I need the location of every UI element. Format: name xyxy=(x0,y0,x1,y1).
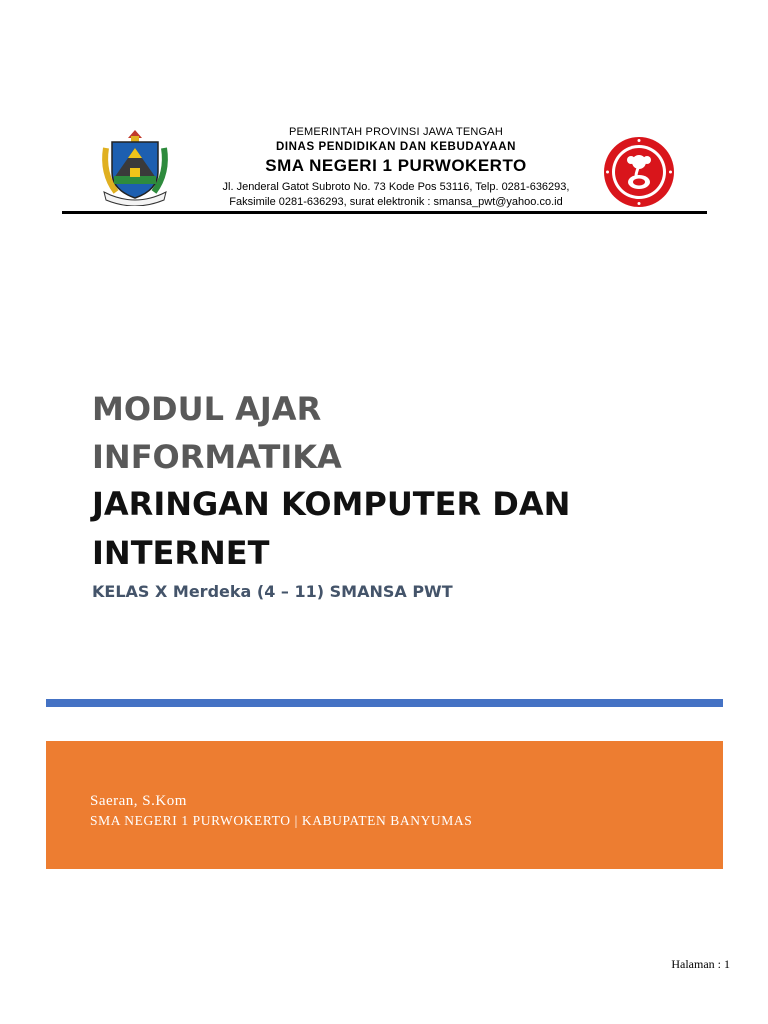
department-name: DINAS PENDIDIKAN DAN KEBUDAYAAN xyxy=(275,141,517,153)
author-name: Saeran, S.Kom xyxy=(90,793,187,809)
author-box xyxy=(46,741,723,869)
accent-divider xyxy=(46,699,723,707)
school-address: Jl. Jenderal Gatot Subroto No. 73 Kode Pos 53116, Telp. 0281-636293, xyxy=(222,181,570,193)
school-name: SMA NEGERI 1 PURWOKERTO xyxy=(265,156,527,175)
school-seal-icon xyxy=(603,136,675,208)
central-java-emblem-icon xyxy=(98,128,172,206)
school-contact: Faksimile 0281-636293, surat elektronik : smansa_pwt@yahoo.co.id xyxy=(229,196,563,208)
government-name: PEMERINTAH PROVINSI JAWA TENGAH xyxy=(288,126,503,138)
module-title-line1: MODUL AJAR xyxy=(92,390,322,428)
letterhead-divider xyxy=(62,211,707,214)
topic-title-line1: JARINGAN KOMPUTER DAN xyxy=(92,485,571,523)
page-number: Halaman : 1 xyxy=(671,957,730,971)
module-title-line2: INFORMATIKA xyxy=(92,438,342,476)
author-organization: SMA NEGERI 1 PURWOKERTO | KABUPATEN BANYUMAS xyxy=(90,813,473,828)
topic-title-line2: INTERNET xyxy=(92,534,270,572)
class-subtitle: KELAS X Merdeka (4 – 11) SMANSA PWT xyxy=(92,582,453,601)
